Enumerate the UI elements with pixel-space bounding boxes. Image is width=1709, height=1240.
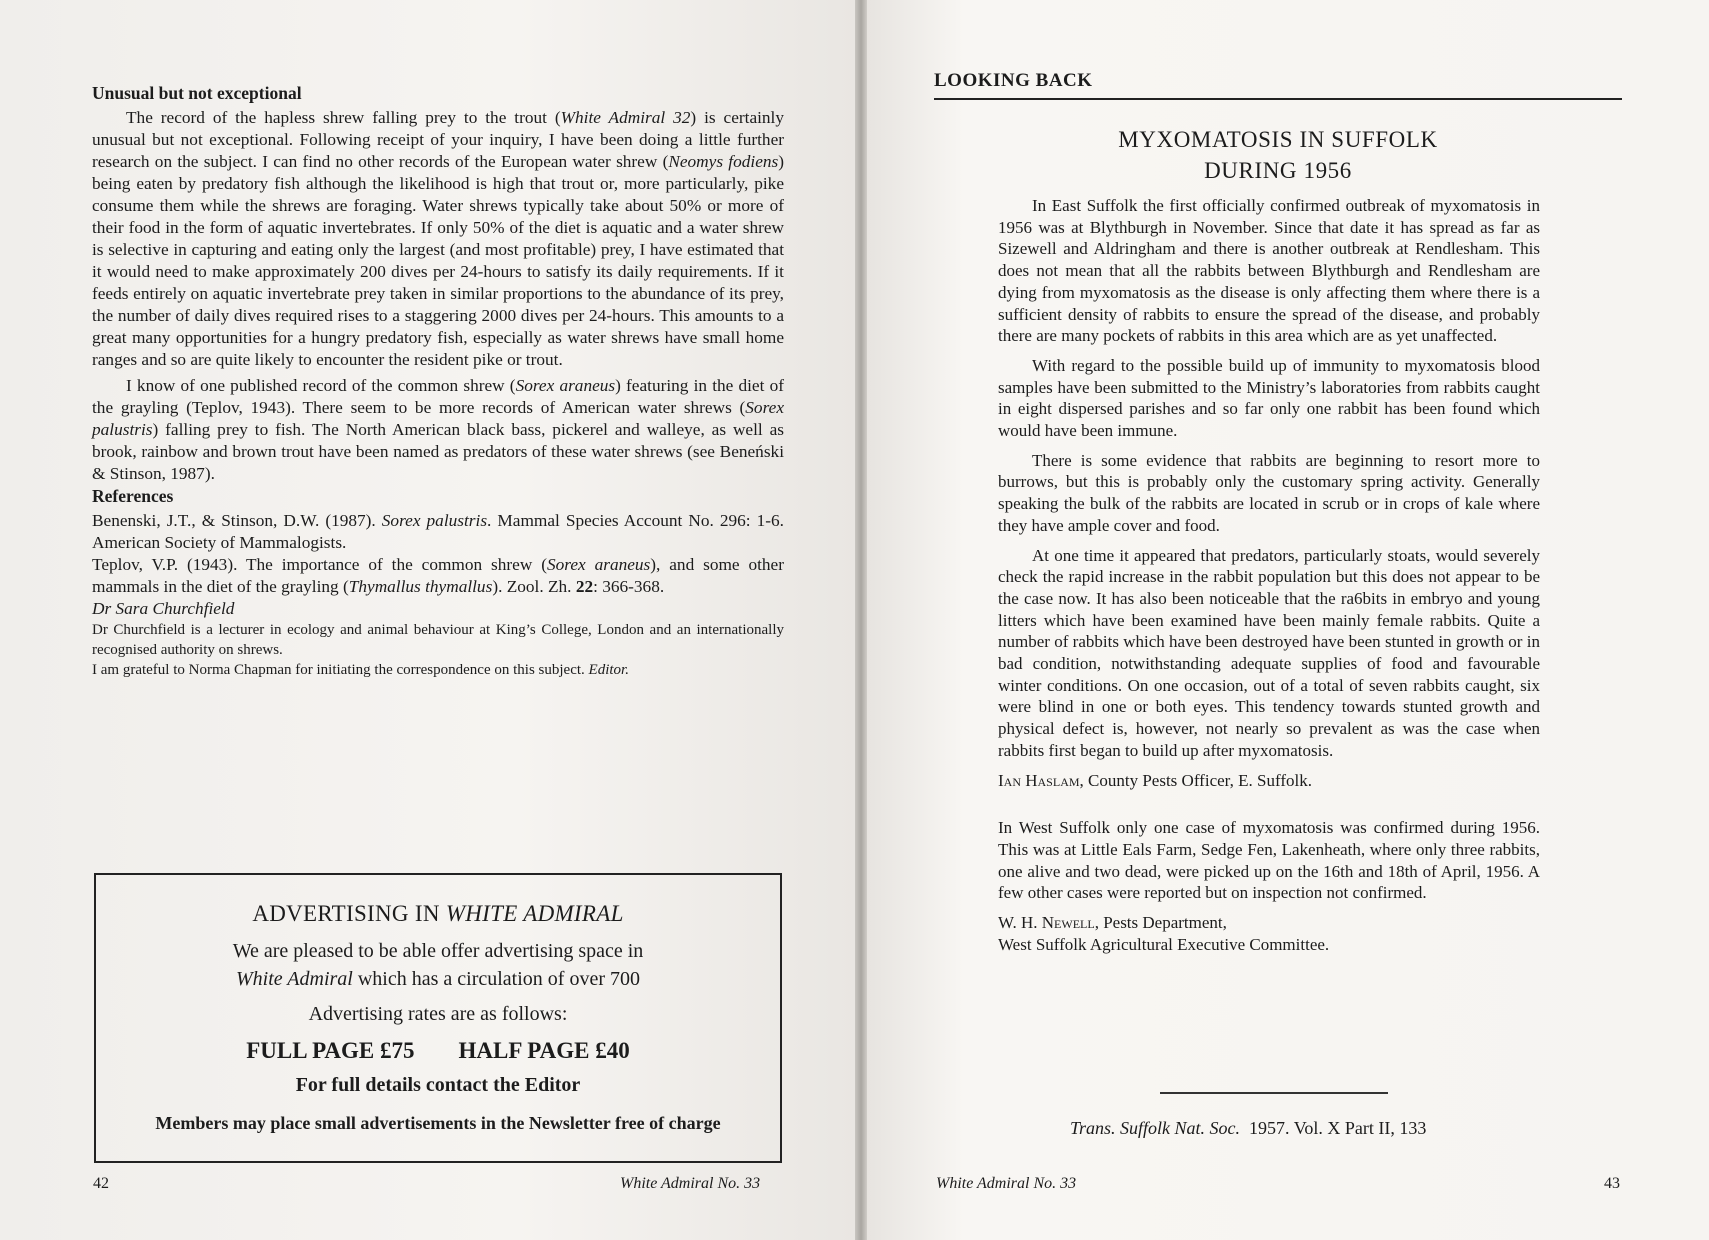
references-heading: References	[92, 486, 174, 506]
signature-line: West Suffolk Agricultural Executive Committee.	[998, 934, 1330, 954]
reference-entry: Benenski, J.T., & Stinson, D.W. (1987). Sorex palustris. Mammal Species Account No. 296: 1-6. American Society of Mammalogists.	[92, 511, 784, 552]
author-name: Dr Sara Churchfield	[92, 599, 235, 618]
paragraph: There is some evidence that rabbits are beginning to resort more to burrows, but this is probably only the customary spring activity. Generally speaking the bulk of the rabbits are located in scrub or in crops of kale where they have ample cover and food.	[998, 450, 1540, 535]
author-note: Dr Churchfield is a lecturer in ecology and animal behaviour at King’s College, London and an internationally recognised authority on shrews.	[92, 622, 784, 658]
section-label: LOOKING BACK	[934, 70, 1093, 91]
ad-rates-intro: Advertising rates are as follows:	[308, 1003, 568, 1025]
running-footer: White Admiral No. 33	[936, 1175, 1077, 1192]
section-rule	[934, 98, 1622, 100]
paragraph: In East Suffolk the first officially confirmed outbreak of myxomatosis in 1956 was at Blythburgh in November. Since that date it has spread as far as Sizewell and Aldringham and there is another outbreak at Rendlesham. This does not mean that all the rabbits between Blythburgh and Rendlesham are dying from myxomatosis as the disease is only affecting them where there is a sufficient density of rabbits to ensure the spread of the disease, and probably there are many pockets of rabbits in this area which are as yet unaffected.	[998, 196, 1540, 346]
section-heading: Unusual but not exceptional	[92, 83, 302, 103]
signature: Ian Haslam, County Pests Officer, E. Suffolk.	[998, 770, 1312, 790]
right-article	[998, 195, 1540, 956]
page-number: 42	[93, 1175, 109, 1192]
page-number: 43	[1604, 1175, 1620, 1192]
half-page-rate: HALF PAGE £40	[458, 1038, 630, 1063]
book-gutter	[855, 0, 867, 1240]
ad-rates	[96, 1038, 780, 1064]
left-article	[92, 82, 784, 680]
paragraph: The record of the hapless shrew falling prey to the trout (White Admiral 32) is certainly unusual but not exceptional. Following receipt of your inquiry, I have been doing a little further research on the subject. I can find no other records of the European water shrew (Neomys fodiens) being eaten by predatory fish although the likelihood is high that trout or, more particularly, pike consume them while the shrews are foraging. Water shrews typically take about 50% or more of their food in the form of aquatic invertebrates. If only 50% of the diet is aquatic and a water shrew is selective in capturing and eating only the largest (and most profitable) prey, I have estimated that it would need to make approximately 200 dives per 24-hours to satisfy its daily requirements. If it feeds entirely on aquatic invertebrate prey taken in similar proportions to the abundance of its prey, the number of daily dives required rises to a staggering 2000 dives per 24-hours. This amounts to a great many opportunities for a hungry predatory fish, especially as water shrews have small home ranges and so are quite likely to encounter the resident pike or trout.	[92, 108, 784, 369]
article-title: MYXOMATOSIS IN SUFFOLK DURING 1956	[1118, 127, 1438, 183]
signature: W. H. Newell, Pests Department,	[998, 913, 1227, 933]
paragraph: With regard to the possible build up of immunity to myxomatosis blood samples have been submitted to the Ministry’s laboratories from rabbits caught in eight dispersed parishes and so far only one rabbit has been found which would have been immune.	[998, 355, 1540, 441]
divider	[1160, 1092, 1388, 1094]
reference-entry: Teplov, V.P. (1943). The importance of the common shrew (Sorex araneus), and some other mammals in the diet of the grayling (Thymallus thymallus). Zool. Zh. 22: 366-368.	[92, 555, 784, 596]
ad-line: White Admiral which has a circulation of over 700	[236, 968, 640, 990]
running-footer: White Admiral No. 33	[620, 1175, 761, 1192]
ad-title: ADVERTISING IN WHITE ADMIRAL	[252, 901, 624, 926]
ad-line: We are pleased to be able offer advertising space in	[232, 940, 644, 962]
ad-contact: For full details contact the Editor	[295, 1074, 581, 1096]
full-page-rate: FULL PAGE £75	[246, 1038, 415, 1063]
paragraph: In West Suffolk only one case of myxomatosis was confirmed during 1956. This was at Little Eals Farm, Sedge Fen, Lakenheath, where only three rabbits, one alive and two dead, were picked up on the 16th and 18th of April, 1956. A few other cases were reported but on inspection not confirmed.	[998, 818, 1540, 903]
editor-note: I am grateful to Norma Chapman for initiating the correspondence on this subject. Editor.	[92, 662, 629, 678]
paragraph: At one time it appeared that predators, particularly stoats, would severely check the rapid increase in the rabbit population but this does not appear to be the case now. It has also been noticeable that the ra6bits in embryo and young litters which have been examined have been mainly female rabbits. Quite a number of rabbits which have been destroyed have been stunted in growth or in bad condition, notwithstanding adequate supplies of food and favourable winter conditions. On one occasion, out of a total of seven rabbits caught, six were blind in one or both eyes. This tendency towards stunted growth and physical defect is, however, not nearly so prevalent as was the case when rabbits first began to build up after myxomatosis.	[998, 545, 1540, 760]
source-citation: Trans. Suffolk Nat. Soc. 1957. Vol. X Part II, 133	[1070, 1118, 1427, 1138]
ad-members-note: Members may place small advertisements in the Newsletter free of charge	[155, 1113, 721, 1133]
paragraph: I know of one published record of the common shrew (Sorex araneus) featuring in the diet of the grayling (Teplov, 1943). There seem to be more records of American water shrews (Sorex palustris) falling prey to fish. The North American black bass, pickerel and walleye, as well as brook, rainbow and brown trout have been named as predators of these water shrews (see Beneński & Stinson, 1987).	[92, 376, 784, 483]
advertising-box	[94, 873, 782, 1163]
